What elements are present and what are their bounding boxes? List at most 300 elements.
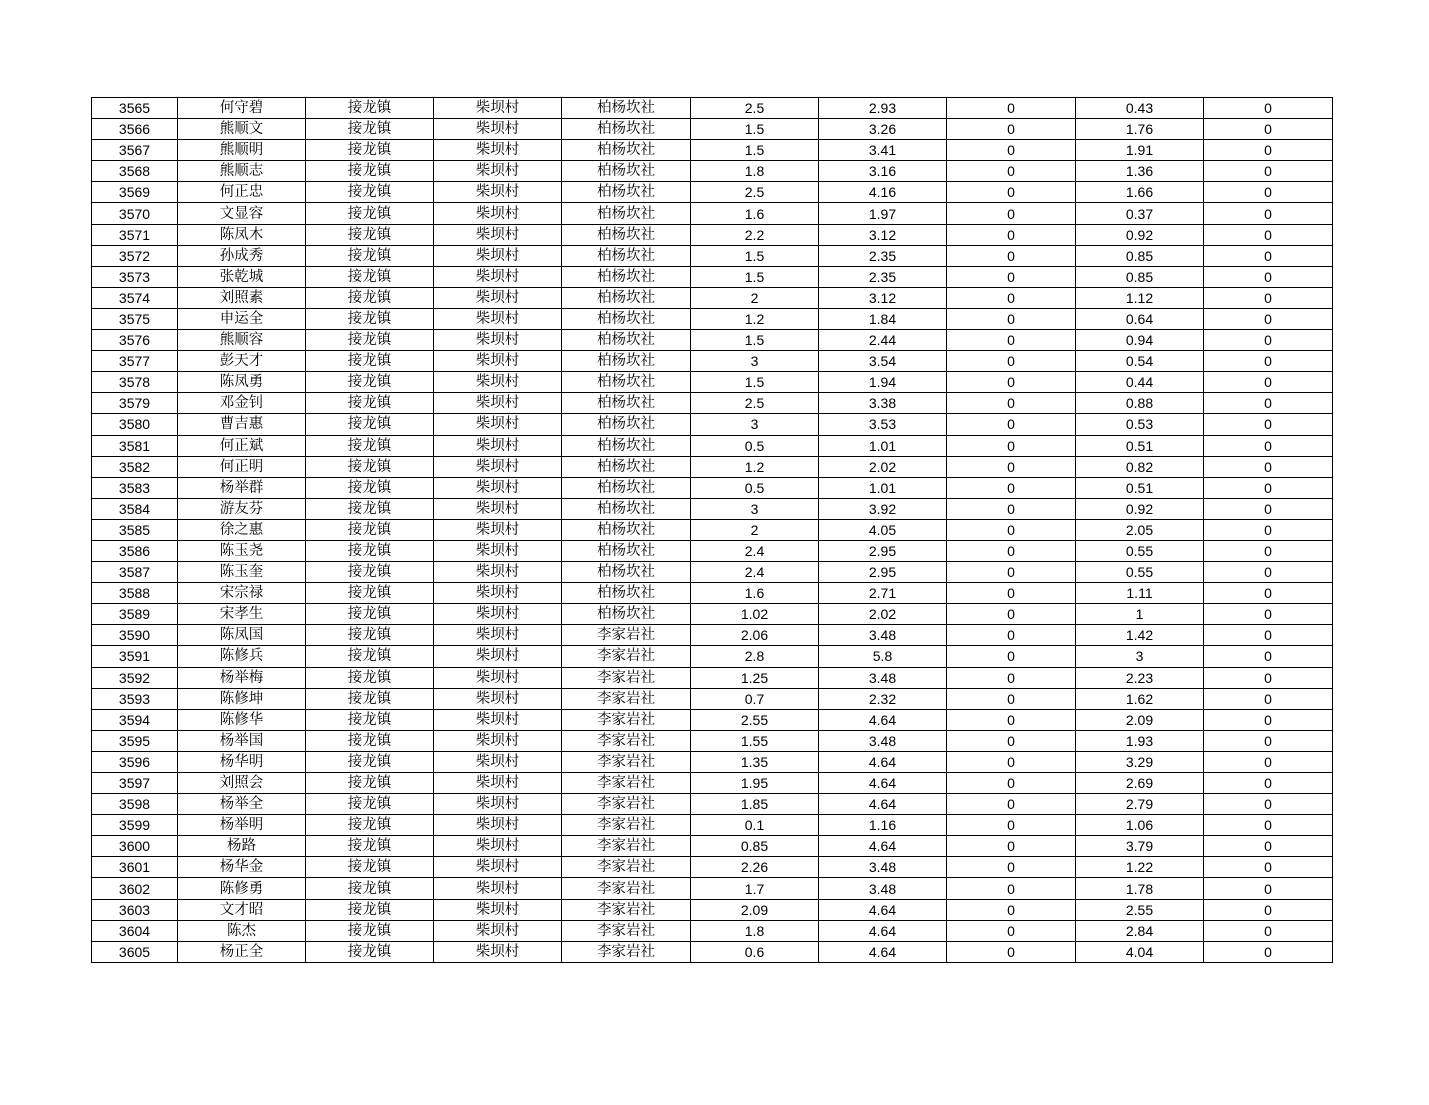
village-cell: 柴坝村 [434, 836, 562, 857]
table-row [92, 519, 1333, 540]
name-cell: 杨举梅 [178, 667, 306, 688]
village-cell: 柴坝村 [434, 604, 562, 625]
value-d-cell: 0.55 [1076, 562, 1204, 583]
row-id-cell: 3588 [92, 583, 178, 604]
village-cell: 柴坝村 [434, 920, 562, 941]
town-cell: 接龙镇 [306, 646, 434, 667]
row-id-cell: 3572 [92, 245, 178, 266]
group-cell: 柏杨坎社 [562, 519, 691, 540]
name-cell: 熊顺文 [178, 119, 306, 140]
village-cell: 柴坝村 [434, 224, 562, 245]
table-row [92, 899, 1333, 920]
name-cell: 孙成秀 [178, 245, 306, 266]
value-a-cell: 1.2 [691, 456, 819, 477]
value-a-cell: 3 [691, 414, 819, 435]
value-d-cell: 1.11 [1076, 583, 1204, 604]
name-cell: 何正明 [178, 456, 306, 477]
value-e-cell: 0 [1204, 836, 1333, 857]
town-cell: 接龙镇 [306, 456, 434, 477]
town-cell: 接龙镇 [306, 604, 434, 625]
village-cell: 柴坝村 [434, 308, 562, 329]
value-b-cell: 3.12 [819, 287, 947, 308]
row-id-cell: 3590 [92, 625, 178, 646]
value-d-cell: 0.94 [1076, 330, 1204, 351]
group-cell: 李家岩社 [562, 941, 691, 962]
value-d-cell: 2.69 [1076, 773, 1204, 794]
row-id-cell: 3566 [92, 119, 178, 140]
row-id-cell: 3583 [92, 477, 178, 498]
table-row [92, 330, 1333, 351]
value-c-cell: 0 [947, 330, 1076, 351]
value-a-cell: 2.8 [691, 646, 819, 667]
name-cell: 刘照素 [178, 287, 306, 308]
value-e-cell: 0 [1204, 98, 1333, 119]
value-a-cell: 0.5 [691, 477, 819, 498]
value-d-cell: 0.44 [1076, 372, 1204, 393]
group-cell: 柏杨坎社 [562, 287, 691, 308]
village-cell: 柴坝村 [434, 773, 562, 794]
value-e-cell: 0 [1204, 414, 1333, 435]
name-cell: 杨华金 [178, 857, 306, 878]
value-d-cell: 2.84 [1076, 920, 1204, 941]
group-cell: 李家岩社 [562, 794, 691, 815]
value-d-cell: 4.04 [1076, 941, 1204, 962]
value-a-cell: 0.1 [691, 815, 819, 836]
value-c-cell: 0 [947, 920, 1076, 941]
value-b-cell: 4.64 [819, 920, 947, 941]
town-cell: 接龙镇 [306, 330, 434, 351]
row-id-cell: 3579 [92, 393, 178, 414]
value-b-cell: 4.64 [819, 773, 947, 794]
value-e-cell: 0 [1204, 899, 1333, 920]
row-id-cell: 3585 [92, 519, 178, 540]
value-d-cell: 1.91 [1076, 140, 1204, 161]
name-cell: 陈凤国 [178, 625, 306, 646]
name-cell: 何正忠 [178, 182, 306, 203]
value-d-cell: 0.85 [1076, 266, 1204, 287]
value-e-cell: 0 [1204, 519, 1333, 540]
name-cell: 张乾城 [178, 266, 306, 287]
row-id-cell: 3580 [92, 414, 178, 435]
value-a-cell: 1.6 [691, 203, 819, 224]
value-a-cell: 1.5 [691, 330, 819, 351]
name-cell: 彭天才 [178, 351, 306, 372]
group-cell: 柏杨坎社 [562, 393, 691, 414]
town-cell: 接龙镇 [306, 308, 434, 329]
row-id-cell: 3602 [92, 878, 178, 899]
name-cell: 熊顺志 [178, 161, 306, 182]
village-cell: 柴坝村 [434, 498, 562, 519]
value-e-cell: 0 [1204, 815, 1333, 836]
value-d-cell: 3.29 [1076, 751, 1204, 772]
value-e-cell: 0 [1204, 562, 1333, 583]
value-a-cell: 0.6 [691, 941, 819, 962]
value-d-cell: 0.64 [1076, 308, 1204, 329]
table-row [92, 562, 1333, 583]
table-row [92, 266, 1333, 287]
name-cell: 杨举国 [178, 730, 306, 751]
table-row [92, 498, 1333, 519]
village-cell: 柴坝村 [434, 203, 562, 224]
value-c-cell: 0 [947, 836, 1076, 857]
table-row [92, 941, 1333, 962]
row-id-cell: 3593 [92, 688, 178, 709]
table-row [92, 372, 1333, 393]
value-d-cell: 2.09 [1076, 709, 1204, 730]
value-d-cell: 3 [1076, 646, 1204, 667]
town-cell: 接龙镇 [306, 941, 434, 962]
town-cell: 接龙镇 [306, 351, 434, 372]
name-cell: 游友芬 [178, 498, 306, 519]
value-d-cell: 0.51 [1076, 477, 1204, 498]
value-a-cell: 1.8 [691, 920, 819, 941]
name-cell: 杨路 [178, 836, 306, 857]
village-cell: 柴坝村 [434, 477, 562, 498]
row-id-cell: 3568 [92, 161, 178, 182]
value-d-cell: 2.79 [1076, 794, 1204, 815]
value-e-cell: 0 [1204, 287, 1333, 308]
town-cell: 接龙镇 [306, 667, 434, 688]
group-cell: 柏杨坎社 [562, 140, 691, 161]
town-cell: 接龙镇 [306, 688, 434, 709]
value-e-cell: 0 [1204, 308, 1333, 329]
row-id-cell: 3603 [92, 899, 178, 920]
table-row [92, 625, 1333, 646]
row-id-cell: 3569 [92, 182, 178, 203]
table-row [92, 140, 1333, 161]
name-cell: 陈杰 [178, 920, 306, 941]
value-e-cell: 0 [1204, 140, 1333, 161]
village-cell: 柴坝村 [434, 878, 562, 899]
row-id-cell: 3598 [92, 794, 178, 815]
value-c-cell: 0 [947, 562, 1076, 583]
value-b-cell: 3.53 [819, 414, 947, 435]
table-row [92, 308, 1333, 329]
row-id-cell: 3573 [92, 266, 178, 287]
group-cell: 李家岩社 [562, 878, 691, 899]
value-c-cell: 0 [947, 751, 1076, 772]
name-cell: 陈修坤 [178, 688, 306, 709]
value-c-cell: 0 [947, 372, 1076, 393]
group-cell: 柏杨坎社 [562, 456, 691, 477]
value-b-cell: 4.16 [819, 182, 947, 203]
name-cell: 陈玉奎 [178, 562, 306, 583]
value-c-cell: 0 [947, 351, 1076, 372]
table-row [92, 815, 1333, 836]
row-id-cell: 3605 [92, 941, 178, 962]
village-cell: 柴坝村 [434, 98, 562, 119]
value-d-cell: 1.12 [1076, 287, 1204, 308]
value-e-cell: 0 [1204, 625, 1333, 646]
value-e-cell: 0 [1204, 773, 1333, 794]
name-cell: 杨华明 [178, 751, 306, 772]
value-c-cell: 0 [947, 266, 1076, 287]
table-row [92, 119, 1333, 140]
value-a-cell: 0.5 [691, 435, 819, 456]
town-cell: 接龙镇 [306, 583, 434, 604]
group-cell: 李家岩社 [562, 625, 691, 646]
value-a-cell: 0.85 [691, 836, 819, 857]
value-a-cell: 3 [691, 498, 819, 519]
value-e-cell: 0 [1204, 498, 1333, 519]
value-e-cell: 0 [1204, 583, 1333, 604]
table-row [92, 224, 1333, 245]
town-cell: 接龙镇 [306, 625, 434, 646]
value-e-cell: 0 [1204, 266, 1333, 287]
value-a-cell: 1.6 [691, 583, 819, 604]
value-c-cell: 0 [947, 161, 1076, 182]
village-cell: 柴坝村 [434, 751, 562, 772]
town-cell: 接龙镇 [306, 562, 434, 583]
value-a-cell: 0.7 [691, 688, 819, 709]
value-e-cell: 0 [1204, 119, 1333, 140]
value-d-cell: 0.55 [1076, 540, 1204, 561]
value-a-cell: 1.5 [691, 245, 819, 266]
value-d-cell: 0.92 [1076, 224, 1204, 245]
value-c-cell: 0 [947, 203, 1076, 224]
town-cell: 接龙镇 [306, 393, 434, 414]
table-row [92, 287, 1333, 308]
village-cell: 柴坝村 [434, 583, 562, 604]
value-c-cell: 0 [947, 477, 1076, 498]
table-row [92, 414, 1333, 435]
value-b-cell: 2.71 [819, 583, 947, 604]
value-d-cell: 0.82 [1076, 456, 1204, 477]
value-c-cell: 0 [947, 456, 1076, 477]
value-e-cell: 0 [1204, 709, 1333, 730]
village-cell: 柴坝村 [434, 414, 562, 435]
village-cell: 柴坝村 [434, 266, 562, 287]
value-b-cell: 2.35 [819, 266, 947, 287]
value-d-cell: 1.78 [1076, 878, 1204, 899]
village-cell: 柴坝村 [434, 941, 562, 962]
value-b-cell: 2.95 [819, 562, 947, 583]
value-d-cell: 0.88 [1076, 393, 1204, 414]
value-d-cell: 3.79 [1076, 836, 1204, 857]
table-row [92, 435, 1333, 456]
town-cell: 接龙镇 [306, 857, 434, 878]
row-id-cell: 3582 [92, 456, 178, 477]
value-b-cell: 3.38 [819, 393, 947, 414]
value-a-cell: 1.35 [691, 751, 819, 772]
group-cell: 李家岩社 [562, 899, 691, 920]
name-cell: 文才昭 [178, 899, 306, 920]
table-row [92, 604, 1333, 625]
table-row [92, 182, 1333, 203]
value-d-cell: 0.92 [1076, 498, 1204, 519]
row-id-cell: 3577 [92, 351, 178, 372]
table-row [92, 751, 1333, 772]
group-cell: 李家岩社 [562, 836, 691, 857]
row-id-cell: 3601 [92, 857, 178, 878]
value-d-cell: 0.37 [1076, 203, 1204, 224]
value-b-cell: 3.48 [819, 730, 947, 751]
value-c-cell: 0 [947, 688, 1076, 709]
name-cell: 申运全 [178, 308, 306, 329]
value-e-cell: 0 [1204, 540, 1333, 561]
value-a-cell: 1.8 [691, 161, 819, 182]
value-d-cell: 1.62 [1076, 688, 1204, 709]
name-cell: 宋宗禄 [178, 583, 306, 604]
value-a-cell: 1.5 [691, 140, 819, 161]
value-a-cell: 2.4 [691, 562, 819, 583]
value-a-cell: 1.95 [691, 773, 819, 794]
village-cell: 柴坝村 [434, 540, 562, 561]
value-d-cell: 0.51 [1076, 435, 1204, 456]
value-e-cell: 0 [1204, 372, 1333, 393]
value-d-cell: 0.43 [1076, 98, 1204, 119]
group-cell: 柏杨坎社 [562, 498, 691, 519]
value-a-cell: 1.2 [691, 308, 819, 329]
group-cell: 柏杨坎社 [562, 351, 691, 372]
value-a-cell: 1.25 [691, 667, 819, 688]
value-b-cell: 5.8 [819, 646, 947, 667]
value-b-cell: 1.84 [819, 308, 947, 329]
village-cell: 柴坝村 [434, 625, 562, 646]
village-cell: 柴坝村 [434, 857, 562, 878]
village-cell: 柴坝村 [434, 393, 562, 414]
value-c-cell: 0 [947, 773, 1076, 794]
group-cell: 柏杨坎社 [562, 562, 691, 583]
group-cell: 柏杨坎社 [562, 224, 691, 245]
value-a-cell: 1.02 [691, 604, 819, 625]
value-d-cell: 0.54 [1076, 351, 1204, 372]
value-d-cell: 0.53 [1076, 414, 1204, 435]
row-id-cell: 3570 [92, 203, 178, 224]
group-cell: 李家岩社 [562, 773, 691, 794]
value-e-cell: 0 [1204, 351, 1333, 372]
value-c-cell: 0 [947, 646, 1076, 667]
town-cell: 接龙镇 [306, 414, 434, 435]
value-c-cell: 0 [947, 224, 1076, 245]
value-c-cell: 0 [947, 794, 1076, 815]
data-table-container [91, 97, 1332, 963]
value-c-cell: 0 [947, 287, 1076, 308]
village-cell: 柴坝村 [434, 730, 562, 751]
value-c-cell: 0 [947, 604, 1076, 625]
row-id-cell: 3597 [92, 773, 178, 794]
value-b-cell: 2.44 [819, 330, 947, 351]
table-row [92, 161, 1333, 182]
value-c-cell: 0 [947, 667, 1076, 688]
name-cell: 刘照会 [178, 773, 306, 794]
value-b-cell: 3.48 [819, 878, 947, 899]
name-cell: 杨举群 [178, 477, 306, 498]
row-id-cell: 3591 [92, 646, 178, 667]
name-cell: 熊顺明 [178, 140, 306, 161]
village-cell: 柴坝村 [434, 688, 562, 709]
value-c-cell: 0 [947, 730, 1076, 751]
value-a-cell: 2.09 [691, 899, 819, 920]
group-cell: 柏杨坎社 [562, 161, 691, 182]
village-cell: 柴坝村 [434, 372, 562, 393]
table-row [92, 667, 1333, 688]
value-d-cell: 2.55 [1076, 899, 1204, 920]
town-cell: 接龙镇 [306, 140, 434, 161]
table-row [92, 730, 1333, 751]
value-c-cell: 0 [947, 625, 1076, 646]
row-id-cell: 3586 [92, 540, 178, 561]
name-cell: 文显容 [178, 203, 306, 224]
table-row [92, 203, 1333, 224]
town-cell: 接龙镇 [306, 266, 434, 287]
row-id-cell: 3584 [92, 498, 178, 519]
value-e-cell: 0 [1204, 245, 1333, 266]
value-c-cell: 0 [947, 709, 1076, 730]
town-cell: 接龙镇 [306, 203, 434, 224]
value-c-cell: 0 [947, 308, 1076, 329]
value-c-cell: 0 [947, 899, 1076, 920]
table-row [92, 773, 1333, 794]
value-e-cell: 0 [1204, 794, 1333, 815]
village-cell: 柴坝村 [434, 435, 562, 456]
value-b-cell: 3.41 [819, 140, 947, 161]
value-d-cell: 1.22 [1076, 857, 1204, 878]
group-cell: 柏杨坎社 [562, 435, 691, 456]
row-id-cell: 3604 [92, 920, 178, 941]
value-c-cell: 0 [947, 414, 1076, 435]
value-b-cell: 4.64 [819, 794, 947, 815]
group-cell: 李家岩社 [562, 815, 691, 836]
value-b-cell: 2.02 [819, 456, 947, 477]
row-id-cell: 3571 [92, 224, 178, 245]
value-d-cell: 1.06 [1076, 815, 1204, 836]
village-cell: 柴坝村 [434, 456, 562, 477]
value-b-cell: 1.01 [819, 477, 947, 498]
value-c-cell: 0 [947, 245, 1076, 266]
group-cell: 李家岩社 [562, 751, 691, 772]
value-b-cell: 3.26 [819, 119, 947, 140]
value-a-cell: 2.2 [691, 224, 819, 245]
value-c-cell: 0 [947, 878, 1076, 899]
value-a-cell: 3 [691, 351, 819, 372]
data-table [91, 97, 1333, 963]
table-row [92, 857, 1333, 878]
value-b-cell: 2.95 [819, 540, 947, 561]
value-b-cell: 3.48 [819, 857, 947, 878]
value-a-cell: 2.5 [691, 393, 819, 414]
town-cell: 接龙镇 [306, 878, 434, 899]
name-cell: 邓金钊 [178, 393, 306, 414]
name-cell: 陈修兵 [178, 646, 306, 667]
group-cell: 李家岩社 [562, 857, 691, 878]
value-c-cell: 0 [947, 519, 1076, 540]
table-row [92, 540, 1333, 561]
table-row [92, 794, 1333, 815]
name-cell: 陈凤勇 [178, 372, 306, 393]
table-row [92, 245, 1333, 266]
value-e-cell: 0 [1204, 688, 1333, 709]
group-cell: 柏杨坎社 [562, 119, 691, 140]
value-e-cell: 0 [1204, 920, 1333, 941]
value-b-cell: 4.64 [819, 941, 947, 962]
table-body [92, 98, 1333, 963]
town-cell: 接龙镇 [306, 182, 434, 203]
value-e-cell: 0 [1204, 477, 1333, 498]
value-e-cell: 0 [1204, 330, 1333, 351]
value-c-cell: 0 [947, 140, 1076, 161]
row-id-cell: 3575 [92, 308, 178, 329]
value-a-cell: 1.55 [691, 730, 819, 751]
name-cell: 宋孝生 [178, 604, 306, 625]
value-d-cell: 1.76 [1076, 119, 1204, 140]
group-cell: 李家岩社 [562, 667, 691, 688]
name-cell: 何守碧 [178, 98, 306, 119]
value-c-cell: 0 [947, 119, 1076, 140]
group-cell: 柏杨坎社 [562, 266, 691, 287]
town-cell: 接龙镇 [306, 920, 434, 941]
value-d-cell: 1.66 [1076, 182, 1204, 203]
